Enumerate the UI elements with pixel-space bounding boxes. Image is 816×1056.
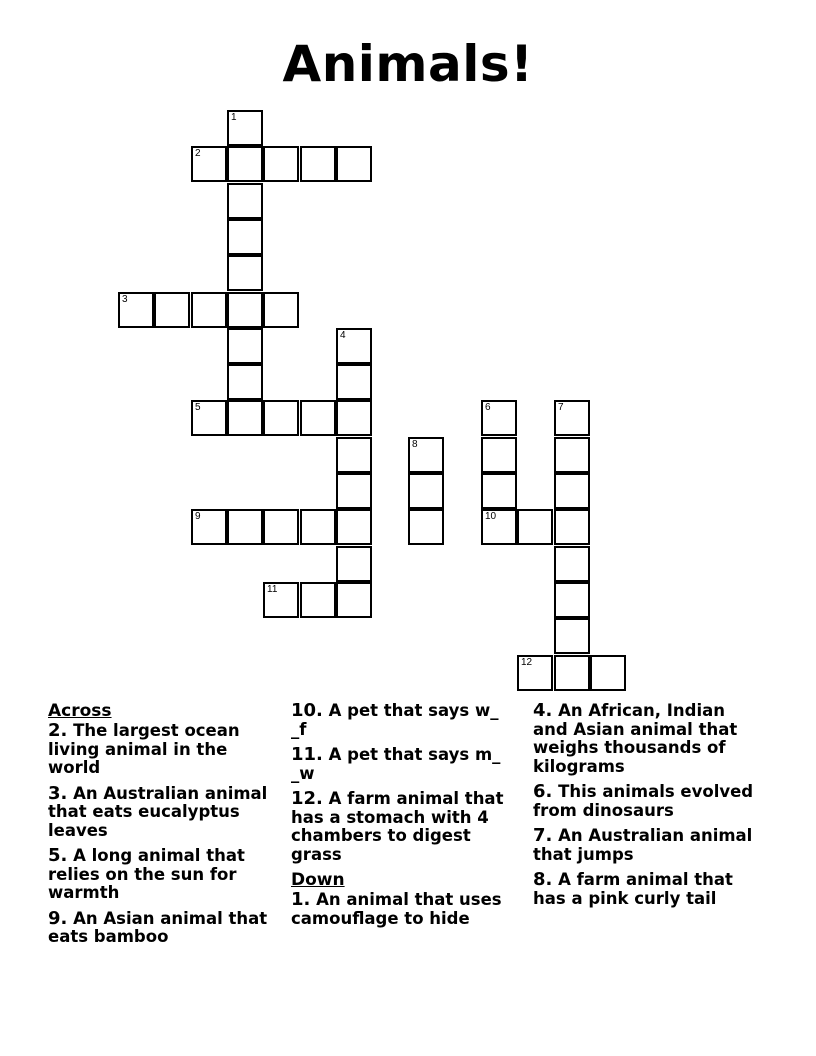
clue-across-9 — [48, 907, 280, 947]
grid-cell[interactable] — [191, 146, 227, 182]
cell-number: 7 — [558, 402, 564, 413]
grid-cell[interactable] — [227, 400, 263, 436]
clue-number: 6. — [533, 781, 553, 802]
grid-cell[interactable] — [554, 546, 590, 582]
clue-across-12 — [291, 790, 505, 864]
clue-across-11 — [291, 746, 505, 783]
clue-down-8 — [533, 871, 765, 908]
grid-cell[interactable] — [554, 509, 590, 545]
clue-number: 4. — [533, 700, 553, 721]
grid-cell[interactable] — [336, 473, 372, 509]
clue-number: 8. — [533, 869, 553, 890]
clue-text: An African, Indian and Asian animal that weighs thousands of kilograms — [533, 701, 738, 776]
puzzle-title: Animals! — [282, 35, 534, 93]
cell-number: 12 — [521, 657, 533, 668]
clue-number: 10. — [291, 700, 323, 721]
clue-number: 12. — [291, 788, 323, 809]
grid-cell[interactable] — [227, 364, 263, 400]
clue-across-3 — [48, 782, 280, 841]
grid-cell[interactable] — [554, 582, 590, 618]
cell-number: 3 — [122, 294, 128, 305]
grid-cell[interactable] — [517, 509, 553, 545]
cell-number: 5 — [195, 402, 201, 413]
clue-number: 9. — [48, 907, 68, 929]
grid-cell[interactable] — [300, 509, 336, 545]
clue-text: The largest ocean living animal in the world — [48, 721, 240, 777]
clue-down-7 — [533, 827, 765, 864]
cell-number: 1 — [231, 112, 237, 123]
cell-number: 2 — [195, 148, 201, 159]
grid-cell[interactable] — [263, 509, 299, 545]
grid-cell[interactable] — [554, 473, 590, 509]
grid-cell[interactable] — [227, 509, 263, 545]
clue-text: A farm animal that has a pink curly tail — [533, 870, 733, 908]
clue-down-6 — [533, 783, 765, 820]
grid-cell[interactable] — [336, 582, 372, 618]
grid-cell[interactable] — [191, 292, 227, 328]
grid-cell[interactable] — [227, 292, 263, 328]
grid-cell[interactable] — [590, 655, 626, 691]
clue-across-2 — [48, 722, 280, 778]
clues-column-1 — [48, 702, 280, 954]
clue-across-10 — [291, 702, 505, 739]
clue-number: 1. — [291, 889, 311, 910]
grid-cell[interactable] — [300, 582, 336, 618]
grid-cell[interactable] — [263, 582, 299, 618]
clue-text: This animals evolved from dinosaurs — [533, 782, 754, 820]
grid-cell[interactable] — [227, 219, 263, 255]
clue-number: 11. — [291, 744, 323, 765]
grid-cell[interactable] — [191, 509, 227, 545]
grid-cell[interactable] — [300, 400, 336, 436]
clue-text: A pet that says w_ _f — [291, 701, 499, 739]
grid-cell[interactable] — [336, 328, 372, 364]
grid-cell[interactable] — [118, 292, 154, 328]
clue-text: An Australian animal that eats eucalyptus leaves — [48, 783, 268, 840]
grid-cell[interactable] — [408, 509, 444, 545]
grid-cell[interactable] — [554, 437, 590, 473]
down-heading: Down — [291, 870, 345, 890]
cell-number: 9 — [195, 511, 201, 522]
grid-cell[interactable] — [336, 400, 372, 436]
clue-text: A long animal that relies on the sun for warmth — [48, 846, 245, 902]
clue-number: 3. — [48, 782, 68, 804]
grid-cell[interactable] — [154, 292, 190, 328]
cell-number: 8 — [412, 439, 418, 450]
grid-cell[interactable] — [227, 183, 263, 219]
cell-number: 11 — [267, 584, 278, 595]
grid-cell[interactable] — [300, 146, 336, 182]
grid-cell[interactable] — [336, 364, 372, 400]
grid-cell[interactable] — [408, 437, 444, 473]
clue-text: A farm animal that has a stomach with 4 chambers to digest grass — [291, 789, 504, 864]
grid-cell[interactable] — [336, 437, 372, 473]
across-heading: Across — [48, 701, 112, 721]
grid-cell[interactable] — [227, 110, 263, 146]
grid-cell[interactable] — [227, 255, 263, 291]
grid-cell[interactable] — [517, 655, 553, 691]
grid-cell[interactable] — [481, 437, 517, 473]
grid-cell[interactable] — [554, 400, 590, 436]
grid-cell[interactable] — [481, 509, 517, 545]
grid-cell[interactable] — [336, 509, 372, 545]
grid-cell[interactable] — [554, 618, 590, 654]
grid-cell[interactable] — [408, 473, 444, 509]
cell-number: 10 — [485, 511, 497, 522]
clue-text: An animal that uses camouflage to hide — [291, 890, 502, 928]
clue-text: An Asian animal that eats bamboo — [48, 908, 268, 946]
grid-cell[interactable] — [263, 146, 299, 182]
grid-cell[interactable] — [554, 655, 590, 691]
clue-text: An Australian animal that jumps — [533, 826, 753, 864]
grid-cell[interactable] — [481, 473, 517, 509]
clue-number: 5. — [48, 845, 68, 866]
clues-column-2 — [291, 702, 505, 935]
grid-cell[interactable] — [191, 400, 227, 436]
clues-column-3 — [533, 702, 765, 915]
clue-number: 7. — [533, 825, 553, 846]
clue-text: A pet that says m_ _w — [291, 745, 501, 783]
clue-number: 2. — [48, 720, 68, 741]
grid-cell[interactable] — [336, 146, 372, 182]
grid-cell[interactable] — [263, 400, 299, 436]
clue-down-1 — [291, 891, 505, 928]
grid-cell[interactable] — [263, 292, 299, 328]
cell-number: 4 — [340, 330, 346, 341]
grid-cell[interactable] — [336, 546, 372, 582]
clue-across-5 — [48, 847, 280, 903]
grid-cell[interactable] — [481, 400, 517, 436]
grid-cell[interactable] — [227, 146, 263, 182]
grid-cell[interactable] — [227, 328, 263, 364]
cell-number: 6 — [485, 402, 491, 413]
clue-down-4 — [533, 702, 765, 776]
